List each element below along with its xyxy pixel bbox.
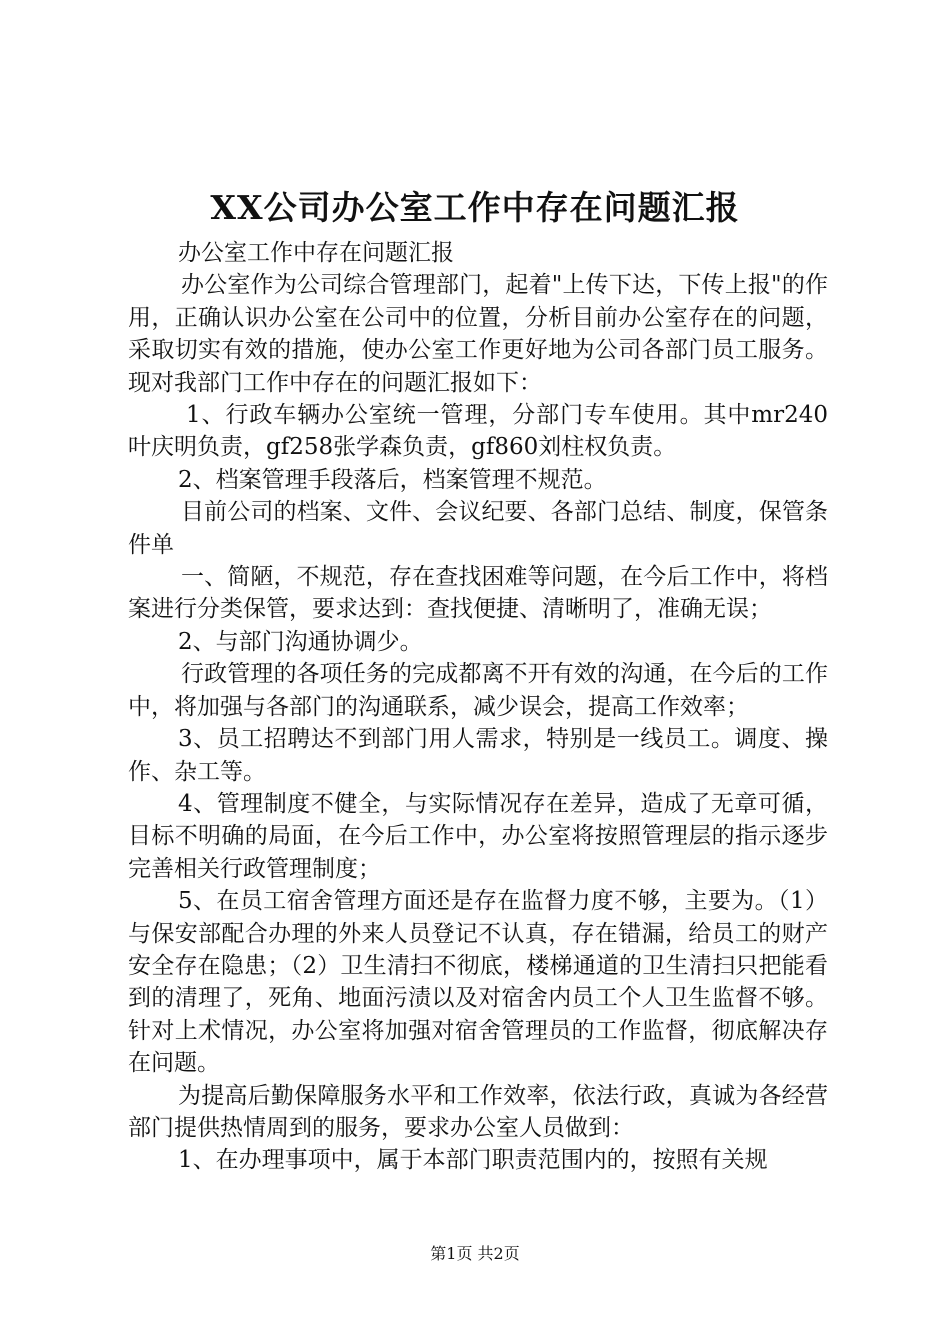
document-title: XX公司办公室工作中存在问题汇报	[210, 188, 740, 227]
document-body	[128, 237, 828, 1177]
paragraph-service-requirements: 为提高后勤保障服务水平和工作效率，依法行政，真诚为各经营部门提供热情周到的服务，要求办公室人员做到：	[128, 1082, 828, 1141]
paragraph-requirement-1: 1、在办理事项中，属于本部门职责范围内的，按照有关规	[178, 1147, 768, 1174]
paragraph-item-recruitment: 3、员工招聘达不到部门用人需求，特别是一线员工。调度、操作、杂工等。	[128, 726, 828, 785]
paragraph-archives-plan: 一、简陋，不规范，存在查找困难等问题，在今后工作中，将档案进行分类保管，要求达到：查找便捷、清晰明了，准确无误；	[128, 564, 828, 623]
paragraph-communication-detail: 行政管理的各项任务的完成都离不开有效的沟通，在今后的工作中，将加强与各部门的沟通联系，减少误会，提高工作效率；	[128, 661, 828, 720]
paragraph-item-communication: 2、与部门沟通协调少。	[178, 628, 423, 655]
paragraph-item-archives: 2、档案管理手段落后，档案管理不规范。	[178, 466, 607, 493]
paragraph-item-regulations: 4、管理制度不健全，与实际情况存在差异，造成了无章可循，目标不明确的局面，在今后工作中，办公室将按照管理层的指示逐步完善相关行政管理制度；	[128, 790, 828, 882]
page-number: 第1页 共2页	[430, 1244, 520, 1263]
paragraph-item-dormitory: 5、在员工宿舍管理方面还是存在监督力度不够，主要为。（1）与保安部配合办理的外来人员登记不认真，存在错漏，给员工的财产安全存在隐患；（2）卫生清扫不彻底，楼梯通道的卫生清扫只把能看到的清理了，死角、地面污渍以及对宿舍内员工个人卫生监督不够。针对上术情况，办公室将加强对宿舍管理员的工作监督，彻底解决存在问题。	[128, 888, 828, 1077]
paragraph-item-vehicles: 1、行政车辆办公室统一管理，分部门专车使用。其中mr240叶庆明负责，gf258张学森负责，gf860刘柱权负责。	[128, 402, 828, 461]
paragraph-intro: 办公室作为公司综合管理部门，起着"上传下达，下传上报"的作用，正确认识办公室在公司中的位置，分析目前办公室存在的问题，采取切实有效的措施，使办公室工作更好地为公司各部门员工服务。现对我部门工作中存在的问题汇报如下：	[128, 272, 828, 396]
paragraph-archives-detail: 目前公司的档案、文件、会议纪要、各部门总结、制度，保管条件单	[128, 499, 828, 558]
paragraph-heading: 办公室工作中存在问题汇报	[178, 240, 454, 266]
